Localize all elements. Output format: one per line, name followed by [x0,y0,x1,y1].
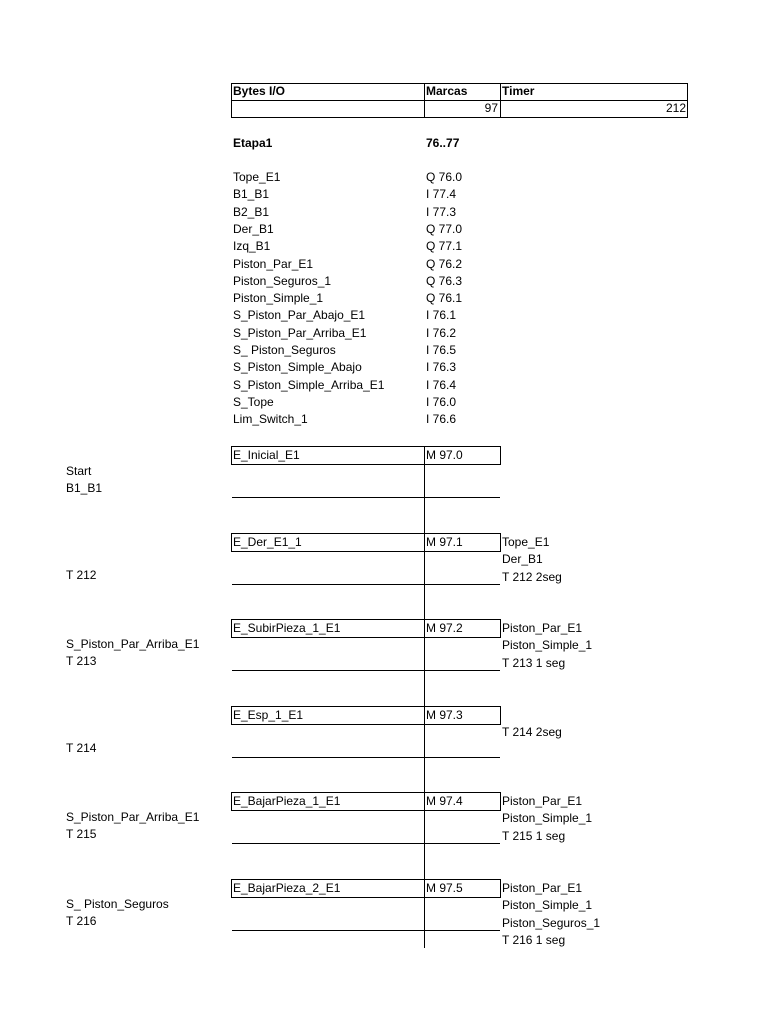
header-timer-label: Timer [502,84,535,98]
io-name: S_Piston_Par_Abajo_E1 [233,308,366,322]
io-address: Q 77.0 [426,222,463,236]
io-address: I 76.3 [426,360,457,374]
io-name: S_Piston_Simple_Arriba_E1 [233,378,385,392]
step-action: Piston_Simple_1 [502,638,593,652]
step-action: T 214 2seg [502,725,562,739]
io-name: Piston_Simple_1 [233,291,324,305]
step-action: T 215 1 seg [502,829,566,843]
io-name: Izq_B1 [233,239,271,253]
step-name: E_Esp_1_E1 [233,708,304,722]
step-marker: M 97.4 [426,794,463,808]
transition-condition: S_Piston_Par_Arriba_E1 [66,637,200,651]
io-address: Q 77.1 [426,239,463,253]
transition-line [232,670,500,671]
transition-line [232,497,500,498]
io-name: Lim_Switch_1 [233,412,308,426]
transition-condition: B1_B1 [66,481,103,495]
step-marker: M 97.5 [426,881,463,895]
transition-line [232,584,500,585]
step-name: E_Der_E1_1 [233,535,302,549]
stage-name: Etapa1 [233,136,273,150]
io-name: Piston_Seguros_1 [233,274,332,288]
io-address: I 77.3 [426,205,457,219]
io-name: Piston_Par_E1 [233,257,314,271]
step-marker: M 97.2 [426,621,463,635]
step-name: E_SubirPieza_1_E1 [233,621,341,635]
step-action: Piston_Par_E1 [502,881,583,895]
header-marcas-value: 97 [484,101,498,115]
transition-condition: T 213 [66,654,97,668]
header-marcas-label: Marcas [426,84,468,98]
io-address: I 77.4 [426,187,457,201]
header-timer-value: 212 [665,101,686,115]
io-address: I 76.2 [426,326,457,340]
step-action: Piston_Par_E1 [502,794,583,808]
transition-condition: S_ Piston_Seguros [66,897,169,911]
io-name: B1_B1 [233,187,270,201]
step-action: T 212 2seg [502,570,562,584]
io-name: Tope_E1 [233,170,281,184]
transition-condition: T 215 [66,827,97,841]
header-bytes-label: Bytes I/O [233,84,286,98]
step-marker: M 97.1 [426,535,463,549]
io-name: Der_B1 [233,222,274,236]
transition-condition: T 214 [66,741,97,755]
transition-line [232,757,500,758]
io-address: Q 76.0 [426,170,463,184]
transition-condition: T 212 [66,568,97,582]
step-name: E_BajarPieza_2_E1 [233,881,341,895]
step-action: T 216 1 seg [502,933,566,947]
step-action: Piston_Seguros_1 [502,916,601,930]
io-address: Q 76.1 [426,291,463,305]
io-address: I 76.1 [426,308,457,322]
step-name: E_BajarPieza_1_E1 [233,794,341,808]
transition-line [232,930,500,931]
step-marker: M 97.0 [426,448,463,462]
io-address: Q 76.2 [426,257,463,271]
io-name: S_Piston_Par_Arriba_E1 [233,326,367,340]
header-col-divider-2 [500,83,501,118]
transition-condition: Start [66,464,92,478]
stage-range: 76..77 [426,136,460,150]
step-action: Piston_Par_E1 [502,621,583,635]
io-address: I 76.6 [426,412,457,426]
step-action: Piston_Simple_1 [502,898,593,912]
header-col-divider-1 [424,83,425,118]
sequence-line [424,446,425,948]
io-address: I 76.5 [426,343,457,357]
step-name: E_Inicial_E1 [233,448,300,462]
io-name: B2_B1 [233,205,270,219]
transition-condition: S_Piston_Par_Arriba_E1 [66,810,200,824]
step-action: T 213 1 seg [502,656,566,670]
step-action: Der_B1 [502,552,543,566]
io-name: S_Piston_Simple_Abajo [233,360,362,374]
step-marker: M 97.3 [426,708,463,722]
transition-line [232,843,500,844]
io-address: I 76.0 [426,395,457,409]
io-name: S_Tope [233,395,274,409]
io-address: Q 76.3 [426,274,463,288]
transition-condition: T 216 [66,914,97,928]
step-action: Piston_Simple_1 [502,811,593,825]
step-action: Tope_E1 [502,535,550,549]
io-address: I 76.4 [426,378,457,392]
io-name: S_ Piston_Seguros [233,343,336,357]
